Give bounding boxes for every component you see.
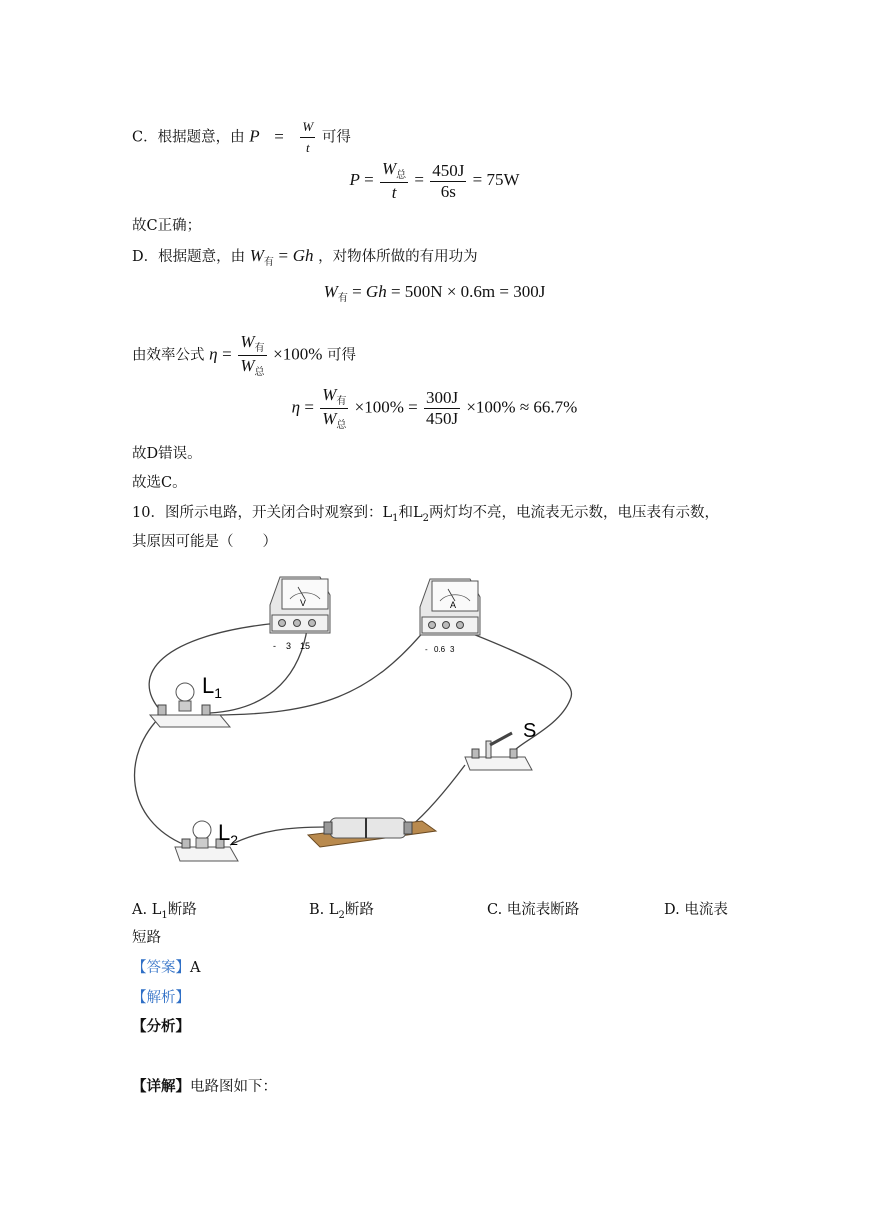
d-intro-line: D．根据题意，由 $W_有 = Gh$ ，对物体所做的有用功为	[132, 246, 478, 268]
wire-voltmeter-3-to-l1	[210, 623, 311, 713]
c-conclusion: 故C正确；	[132, 218, 202, 234]
svg-text:3: 3	[286, 641, 292, 651]
lamp-l2	[175, 820, 238, 861]
option-d-wrap: 短路	[132, 930, 161, 946]
c-intro-suffix: 可得	[321, 129, 351, 146]
efficiency-intro-line: 由效率公式 η = $\frac{W_有}{W_总}$ ×100% 可得	[132, 332, 356, 378]
l1-label: $L_1$	[202, 673, 223, 701]
analysis-tag: 【解析】	[132, 990, 190, 1006]
c-intro-line	[132, 118, 351, 157]
ammeter-symbol: A	[450, 600, 457, 610]
c-power-formula: P = $\frac{W_总}{t}$ = $\frac{450J}{6s}$ = 75W	[349, 159, 520, 202]
wire-ammeter-to-switch	[455, 627, 572, 750]
question-10-line1: 10．图所示电路，开关闭合时观察到：$L_1$和$L_2$两灯均不亮，电流表无示数，电压表有示数，	[132, 505, 719, 524]
power-result: 75W	[486, 169, 520, 189]
svg-text:15: 15	[300, 641, 311, 651]
voltmeter	[270, 577, 330, 651]
circuit-figure	[120, 565, 590, 875]
answer-tag: 【答案】	[132, 960, 190, 976]
wire-l1-to-l2	[135, 715, 185, 845]
svg-text:3: 3	[450, 645, 455, 654]
detail-line: 【详解】电路图如下：	[132, 1078, 277, 1095]
450j-over-6s: $\frac{450J}{6s}$	[432, 160, 465, 201]
answer-value: A	[190, 960, 201, 976]
option-b[interactable]: B. $L_2$断路	[309, 902, 374, 921]
efficiency-fraction: $\frac{W_有}{W_总}$	[240, 332, 265, 378]
w-total-over-t: $\frac{W_总}{t}$	[381, 159, 407, 202]
lamp-l1	[150, 673, 230, 727]
power-symbol: P	[249, 126, 260, 146]
battery-holder	[308, 818, 436, 847]
useful-work-formula: $W_有 = Gh = 500N \times 0.6m = 300J$	[323, 282, 546, 304]
switch-label: S	[523, 720, 537, 742]
answer-line	[132, 958, 200, 978]
svg-text:0.6: 0.6	[434, 645, 446, 654]
option-a[interactable]: A. $L_1$断路	[132, 902, 197, 921]
option-c[interactable]: C. 电流表断路	[487, 902, 580, 918]
c-intro-text: C．根据题意，由	[132, 129, 245, 146]
svg-text:-: -	[425, 645, 428, 654]
w-over-t-fraction: $\frac{W}{t}$	[302, 119, 314, 155]
efficiency-formula: η = $\frac{W_有}{W_总}$ ×100% = $\frac{300J}{450J}$ ×100% ≈ 66.7%	[291, 385, 578, 431]
option-d[interactable]: D. 电流表	[664, 902, 728, 918]
wire-l1-to-ammeter	[210, 630, 425, 715]
final-choice: 故选C。	[132, 475, 187, 491]
fenxi-tag: 【分析】	[132, 1018, 190, 1035]
d-conclusion: 故D错误。	[132, 446, 202, 462]
question-10-line2: 其原因可能是（ ）	[132, 534, 277, 550]
svg-text:-: -	[273, 641, 276, 651]
wire-battery-to-switch	[410, 765, 465, 827]
ammeter	[420, 579, 480, 654]
l2-label: $L_2$	[218, 820, 239, 848]
switch-s	[465, 720, 536, 770]
efficiency-result: ×100% ≈ 66.7%	[466, 397, 578, 417]
voltmeter-symbol: V	[300, 598, 307, 608]
equals-sign: =	[274, 126, 284, 146]
